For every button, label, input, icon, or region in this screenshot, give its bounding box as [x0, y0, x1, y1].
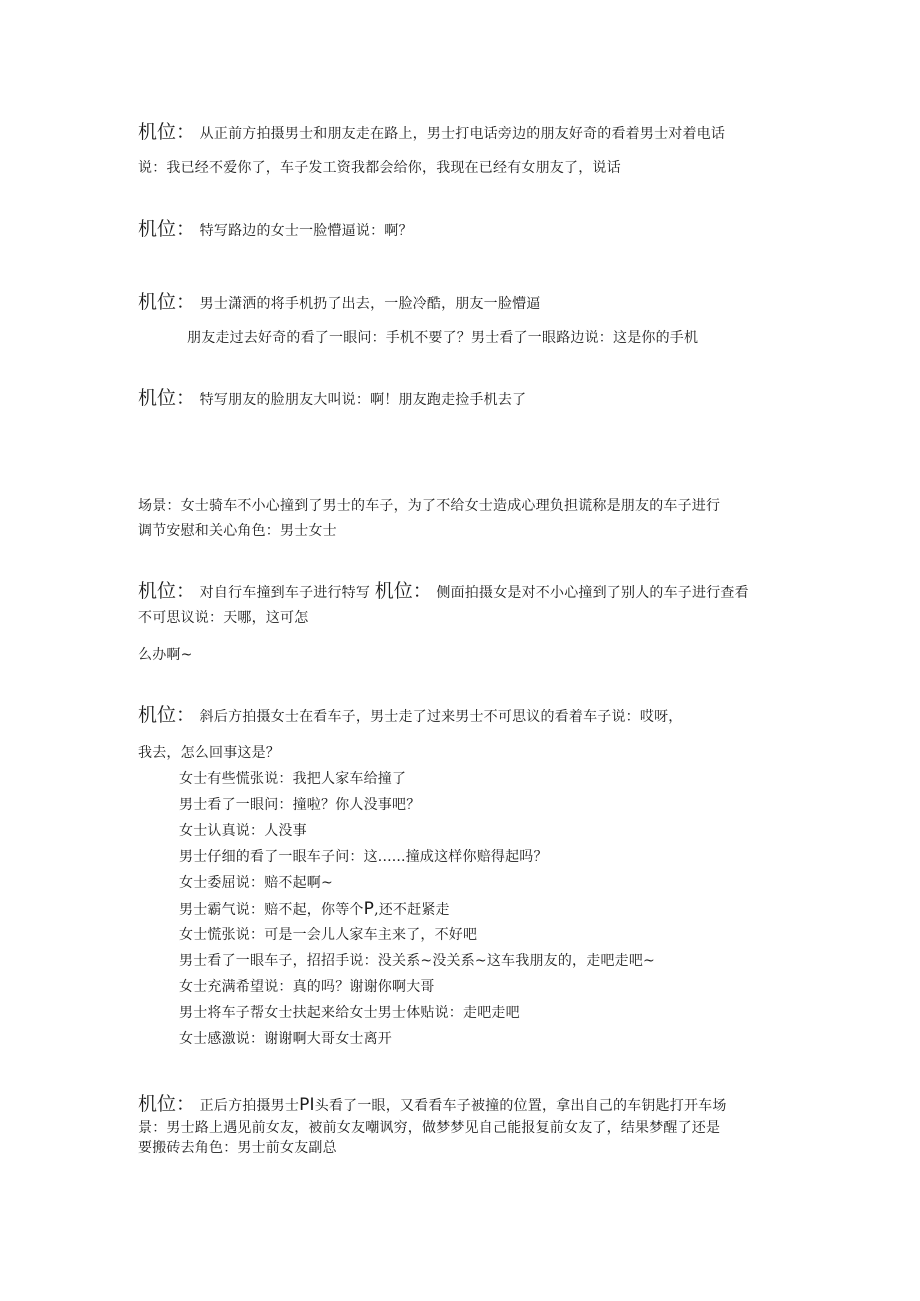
dialogue-line: 男士看了一眼车子，招招手说：没关系~没关系~这车我朋友的，走吧走吧~ — [179, 953, 655, 969]
shot-2 — [138, 218, 413, 242]
dialogue-line — [179, 898, 450, 921]
dialogue-line: 女士感激说：谢谢啊大哥女士离开 — [179, 1031, 392, 1047]
dialogue-line: 男士仔细的看了一眼车子问：这......撞成这样你赔得起吗？ — [179, 849, 548, 865]
shot-5-text-a: 对自行车撞到车子进行特写 — [199, 585, 371, 601]
shot-5-cont-2: 么办啊~ — [138, 647, 193, 663]
shot-5-text-b: 侧面拍摄女是对不小心撞到了别人的车子进行查看 — [436, 585, 749, 601]
shot-label: 机位： — [138, 218, 196, 240]
shot-7-text-a: 正后方拍摄男士 — [199, 1098, 300, 1114]
shot-label: 机位： — [374, 580, 432, 602]
shot-6 — [138, 704, 682, 728]
dialogue-text-rest: ,还不赶紧走 — [374, 902, 450, 918]
scene-1-line2: 调节安慰和关心角色：男士女士 — [138, 523, 337, 539]
shot-7 — [138, 1093, 727, 1117]
dialogue-line: 女士充满希望说：真的吗？谢谢你啊大哥 — [179, 979, 435, 995]
dialogue-text: 男士霸气说：赔不起，你等个 — [179, 902, 364, 918]
shot-label: 机位： — [138, 387, 196, 409]
dialogue-line: 女士认真说：人没事 — [179, 823, 307, 839]
shot-7-text-c: 头看了一眼，又看看车子被撞的位置，拿出自己的车钥匙打开车场 — [314, 1098, 727, 1114]
shot-2-text: 特写路边的女士一脸懵逼说：啊？ — [199, 223, 413, 239]
dialogue-line: 男士看了一眼问：撞啦？你人没事吧？ — [179, 797, 421, 813]
scene-1-line1: 场景：女士骑车不小心撞到了男士的车子，为了不给女士造成心理负担谎称是朋友的车子进行 — [138, 498, 721, 514]
scene-2-line1: 景：男士路上遇见前女友，被前女友嘲讽穷，做梦梦见自己能报复前女友了，结果梦醒了还是 — [138, 1120, 721, 1136]
shot-label: 机位： — [138, 704, 196, 726]
shot-4 — [138, 387, 526, 411]
shot-3 — [138, 291, 540, 315]
shot-5-cont: 不可思议说：天哪，这可怎 — [138, 610, 309, 626]
shot-label: 机位： — [138, 580, 196, 602]
scene-2-line2: 要搬砖去角色：男士前女友副总 — [138, 1140, 337, 1156]
shot-label: 机位： — [138, 1093, 196, 1115]
dialogue-line: 女士慌张说：可是一会儿人家车主来了，不好吧 — [179, 927, 478, 943]
shot-3-cont: 朋友走过去好奇的看了一眼问：手机不要了？男士看了一眼路边说：这是你的手机 — [187, 330, 699, 346]
shot-1 — [138, 121, 725, 145]
dialogue-line: 女士有些慌张说：我把人家车给撞了 — [179, 771, 407, 787]
dialogue-line: 女士委屈说：赔不起啊~ — [179, 875, 333, 891]
shot-7-letters: PI — [299, 1095, 315, 1115]
shot-label: 机位： — [138, 291, 196, 313]
shot-label: 机位： — [138, 121, 196, 143]
shot-4-text: 特写朋友的脸朋友大叫说：啊！朋友跑走捡手机去了 — [199, 392, 527, 408]
shot-6-text: 斜后方拍摄女士在看车子，男士走了过来男士不可思议的看着车子说：哎呀， — [199, 709, 683, 725]
dialogue-letter-p: P — [363, 899, 375, 919]
shot-5 — [138, 580, 749, 604]
dialogue-line: 男士将车子帮女士扶起来给女士男士体贴说：走吧走吧 — [179, 1005, 520, 1021]
shot-1-text: 从正前方拍摄男士和朋友走在路上，男士打电话旁边的朋友好奇的看着男士对着电话 — [199, 126, 726, 142]
shot-6-cont: 我去，怎么回事这是？ — [138, 745, 280, 761]
shot-3-text: 男士潇洒的将手机扔了出去，一脸冷酷，朋友一脸懵逼 — [199, 296, 541, 312]
shot-1-cont: 说：我已经不爱你了，车子发工资我都会给你，我现在已经有女朋友了，说话 — [138, 160, 621, 176]
